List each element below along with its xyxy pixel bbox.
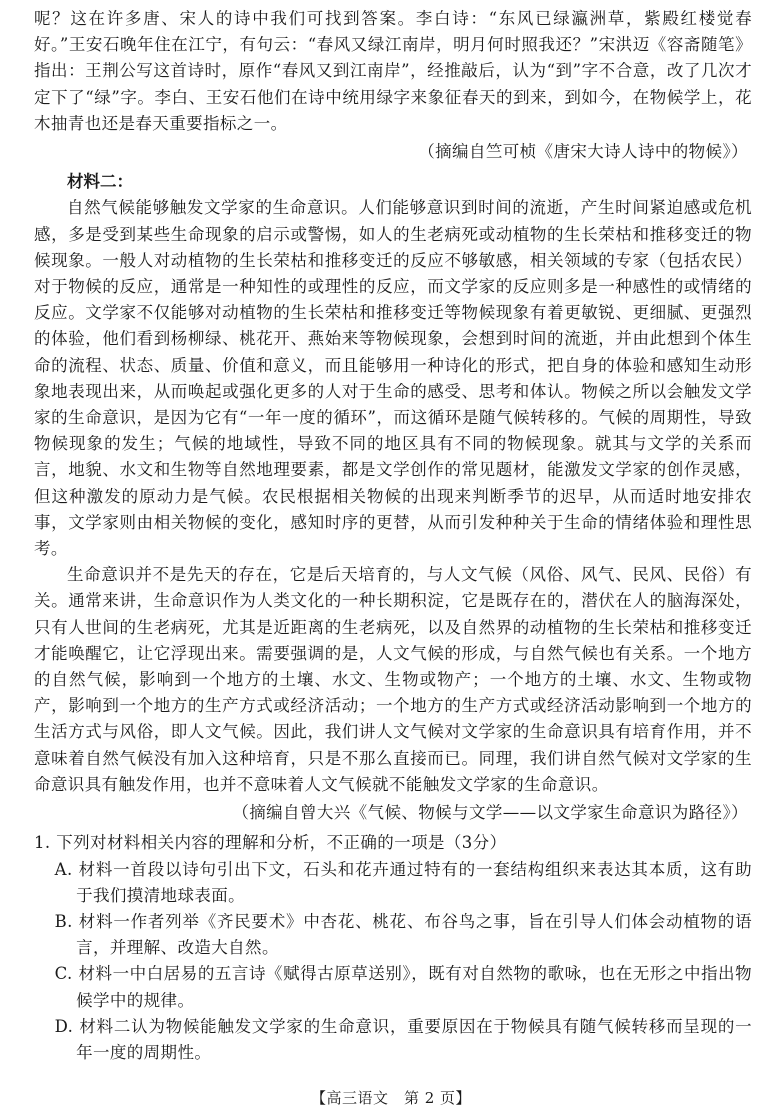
exam-page xyxy=(34,6,752,1066)
question-1-stem: 1. 下列对材料相关内容的理解和分析，不正确的一项是（3分） xyxy=(34,833,507,853)
material2-source: （摘编自曾大兴《气候、物候与文学——以文学家生命意识为路径》） xyxy=(232,803,748,823)
question-1-option-c: C. 材料一中白居易的五言诗《赋得古原草送别》，既有对自然物的歌咏，也在无形之中指出物候学中的规律。 xyxy=(54,964,752,1010)
material2-paragraph-2: 生命意识并不是先天的存在，它是后天培育的，与人文气候（风俗、风气、民风、民俗）有关。通常来讲，生命意识作为人类文化的一种长期积淀，它是既存在的，潜伏在人的脑海深处，只有人世间的生老病死，尤其是近距离的生老病死，以及自然界的动植物的生长荣枯和推移变迁才能唤醒它，让它浮现出来。需要强调的是，人文气候的形成，与自然气候也有关系。一个地方的自然气候，影响到一个地方的土壤、水文、生物或物产；一个地方的土壤、水文、生物或物产，影响到一个地方的生产方式或经济活动；一个地方的生产方式或经济活动影响到一个地方的生活方式与风俗，即人文气候。因此，我们讲人文气候对文学家的生命意识具有培育作用，并不意味着自然气候没有加入这种培育，只是不那么直接而已。同理，我们讲自然气候对文学家的生命意识具有触发作用，也并不意味着人文气候就不能触发文学家的生命意识。 xyxy=(34,565,752,794)
question-1-option-b: B. 材料一作者列举《齐民要术》中杏花、桃花、布谷鸟之事，旨在引导人们体会动植物的语言，并理解、改造大自然。 xyxy=(54,911,752,958)
material1-tail-paragraph: 呢？这在许多唐、宋人的诗中我们可找到答案。李白诗：“东风已绿瀛洲草，紫殿红楼觉春好。”王安石晚年住在江宁，有句云：“春风又绿江南岸，明月何时照我还？”宋洪迈《容斋随笔》指出：王荆公写这首诗时，原作“春风又到江南岸”，经推敲后，认为“到”字不合意，改了几次才定下了“绿”字。李白、王安石他们在诗中统用绿字来象征春天的到来，到如今，在物候学上，花木抽青也还是春天重要指标之一。 xyxy=(34,9,752,133)
question-1-option-a: A. 材料一首段以诗句引出下文，石头和花卉通过特有的一套结构组织来表达其本质，这有助于我们摸清地球表面。 xyxy=(54,859,752,905)
material2-paragraph-1: 自然气候能够触发文学家的生命意识。人们能够意识到时间的流逝，产生时间紧迫感或危机感，多是受到某些生命现象的启示或警惕，如人的生老病死或动植物的生长荣枯和推移变迁的物候现象。一般人对动植物的生长荣枯和推移变迁的反应不够敏感，相关领域的专家（包括农民）对于物候的反应，通常是一种知性的或理性的反应，而文学家的反应则多是一种感性的或情绪的反应。文学家不仅能够对动植物的生长荣枯和推移变迁等物候现象有着更敏锐、更细腻、更强烈的体验，他们看到杨柳绿、桃花开、燕始来等物候现象，会想到时间的流逝，并由此想到个体生命的流程、状态、质量、价值和意义，而且能够用一种诗化的形式，把自身的体验和感知生动形象地表现出来，从而唤起或强化更多的人对于生命的感受、思考和体认。物候之所以会触发文学家的生命意识，是因为它有“一年一度的循环”，而这循环是随气候转移的。气候的周期性，导致物候现象的发生；气候的地域性，导致不同的地区具有不同的物候现象。就其与文学的关系而言，地貌、水文和生物等自然地理要素，都是文学创作的常见题材，能激发文学家的创作灵感，但这种激发的原动力是气候。农民根据相关物候的出现来判断季节的迟早，从而适时地安排农事，文学家则由相关物候的变化，感知时序的更替，从而引发种种关于生命的情绪体验和理性思考。 xyxy=(34,198,752,559)
question-1-option-d: D. 材料二认为物候能触发文学家的生命意识，重要原因在于物候具有随气候转移而呈现的一年一度的周期性。 xyxy=(54,1016,752,1062)
material1-source: （摘编自竺可桢《唐宋大诗人诗中的物候》） xyxy=(418,142,748,162)
material2-heading: 材料二： xyxy=(67,172,133,192)
page-footer: 【高三语文 第 2 页】 xyxy=(310,1089,472,1107)
